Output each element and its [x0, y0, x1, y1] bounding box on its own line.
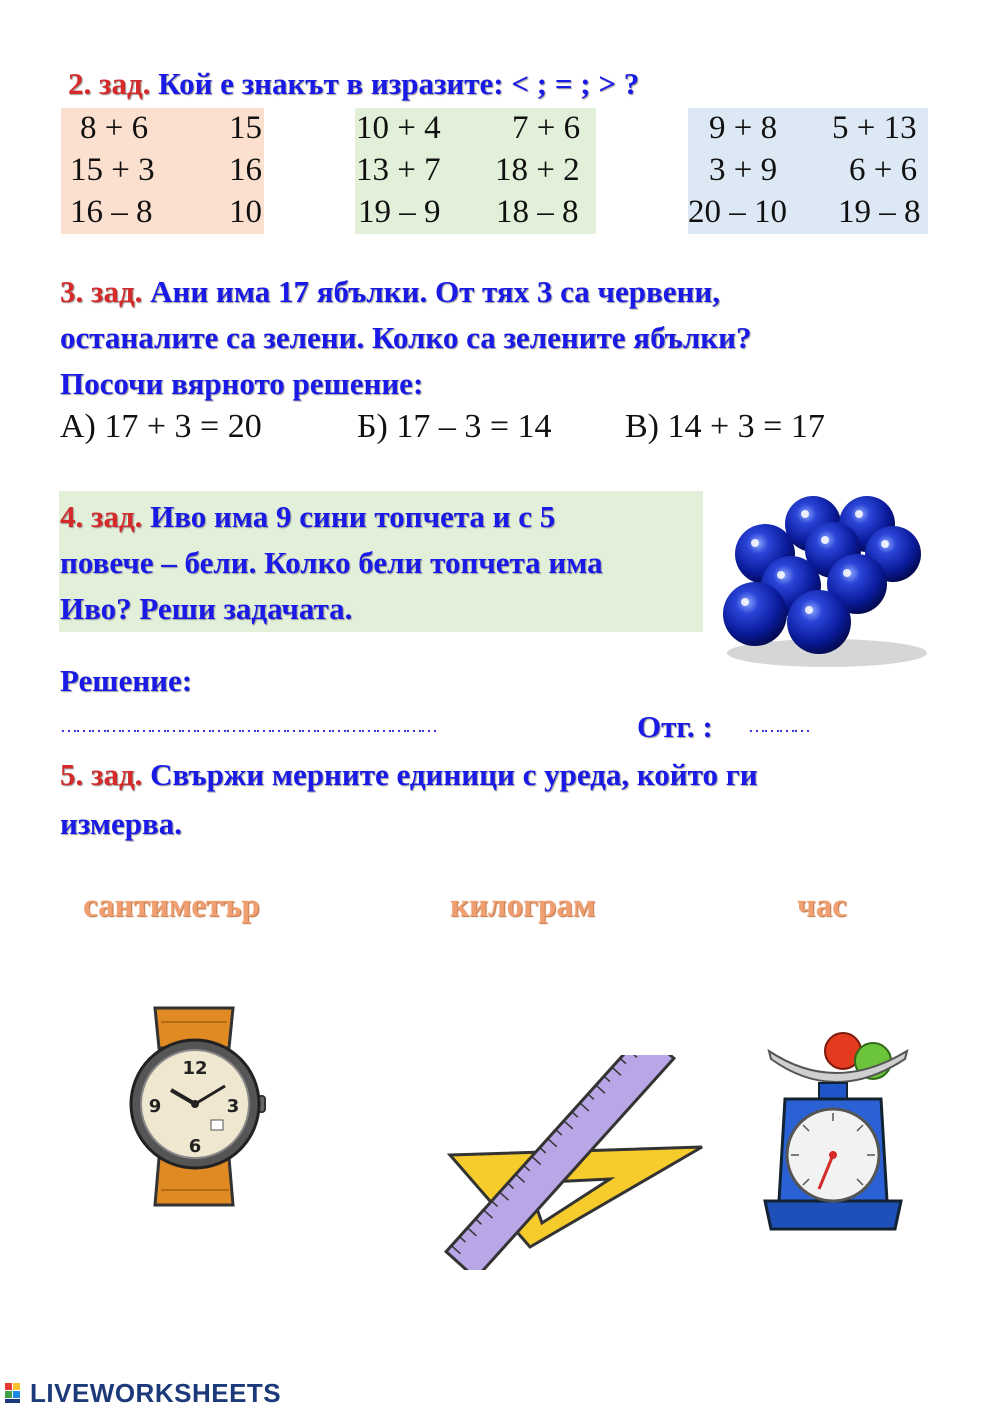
expression-left: 8 + 6 [80, 110, 149, 146]
expression-right: 5 + 13 [832, 110, 917, 146]
blue-marbles-image [715, 488, 940, 673]
liveworksheets-logo [4, 1378, 281, 1409]
task5-text-1: Свържи мерните единици с уреда, който ги [142, 757, 758, 792]
svg-text:6: 6 [188, 1136, 202, 1157]
task3-line-1 [60, 274, 720, 310]
expression-left: 20 – 10 [688, 194, 787, 230]
expression-right: 15 [229, 110, 262, 146]
task3-number: 3. зад. [60, 274, 143, 309]
footer-brand: LIVEWORKSHEETS [30, 1378, 282, 1408]
ruler-and-triangle-image[interactable] [410, 1055, 710, 1270]
expression-left: 13 + 7 [356, 152, 441, 188]
answer-option-c[interactable]: В) 14 + 3 = 17 [625, 408, 825, 445]
solution-answer-line[interactable]: ………………………………………………………………… [60, 716, 435, 736]
expression-right: 18 + 2 [495, 152, 580, 188]
unit-centimeter[interactable]: сантиметър [83, 888, 260, 924]
expression-left: 19 – 9 [358, 194, 441, 230]
task3-line-3: Посочи вярното решение: [60, 366, 424, 401]
expression-left: 15 + 3 [70, 152, 155, 188]
kitchen-scale-image[interactable] [755, 1025, 915, 1240]
solution-label: Решение: [60, 663, 193, 698]
answer-option-a[interactable]: А) 17 + 3 = 20 [60, 408, 262, 445]
answer-label: Отг. : [637, 709, 713, 744]
task2-question: Кой е знакът в изразите: < ; = ; > ? [150, 66, 640, 101]
expression-right: 16 [229, 152, 262, 188]
task2-heading [68, 66, 639, 102]
task5-line-1 [60, 757, 758, 793]
marble [723, 582, 787, 646]
expression-left: 9 + 8 [709, 110, 778, 146]
task4-number: 4. зад. [60, 499, 143, 534]
expression-left: 16 – 8 [70, 194, 153, 230]
task5-line-2: измерва. [60, 806, 182, 841]
task4-line-1 [60, 499, 555, 535]
marble [787, 590, 851, 654]
answer-option-b[interactable]: Б) 17 – 3 = 14 [357, 408, 552, 445]
task4-line-3: Иво? Реши задачата. [60, 591, 353, 626]
expression-right: 6 + 6 [849, 152, 918, 188]
expression-right: 7 + 6 [512, 110, 581, 146]
expression-right: 19 – 8 [838, 194, 921, 230]
svg-text:3: 3 [226, 1096, 240, 1117]
task2-number: 2. зад. [68, 66, 151, 101]
liveworksheets-icon [4, 1381, 30, 1405]
expression-right: 18 – 8 [496, 194, 579, 230]
unit-hour[interactable]: час [797, 888, 847, 924]
expression-right: 10 [229, 194, 262, 230]
expression-left: 10 + 4 [356, 110, 441, 146]
task4-line-2: повече – бели. Колко бели топчета има [60, 545, 603, 580]
wrist-watch-image[interactable] [125, 1000, 270, 1215]
answer-blank[interactable]: ………… [748, 716, 808, 736]
expression-left: 3 + 9 [709, 152, 778, 188]
svg-text:9: 9 [148, 1096, 162, 1117]
unit-kilogram[interactable]: килограм [450, 888, 596, 924]
task3-text-1: Ани има 17 ябълки. От тях 3 са червени, [142, 274, 720, 309]
svg-text:12: 12 [182, 1058, 208, 1079]
task5-number: 5. зад. [60, 757, 143, 792]
task4-text-1: Иво има 9 сини топчета и с 5 [142, 499, 556, 534]
task3-line-2: останалите са зелени. Колко са зелените ябълки? [60, 320, 752, 355]
